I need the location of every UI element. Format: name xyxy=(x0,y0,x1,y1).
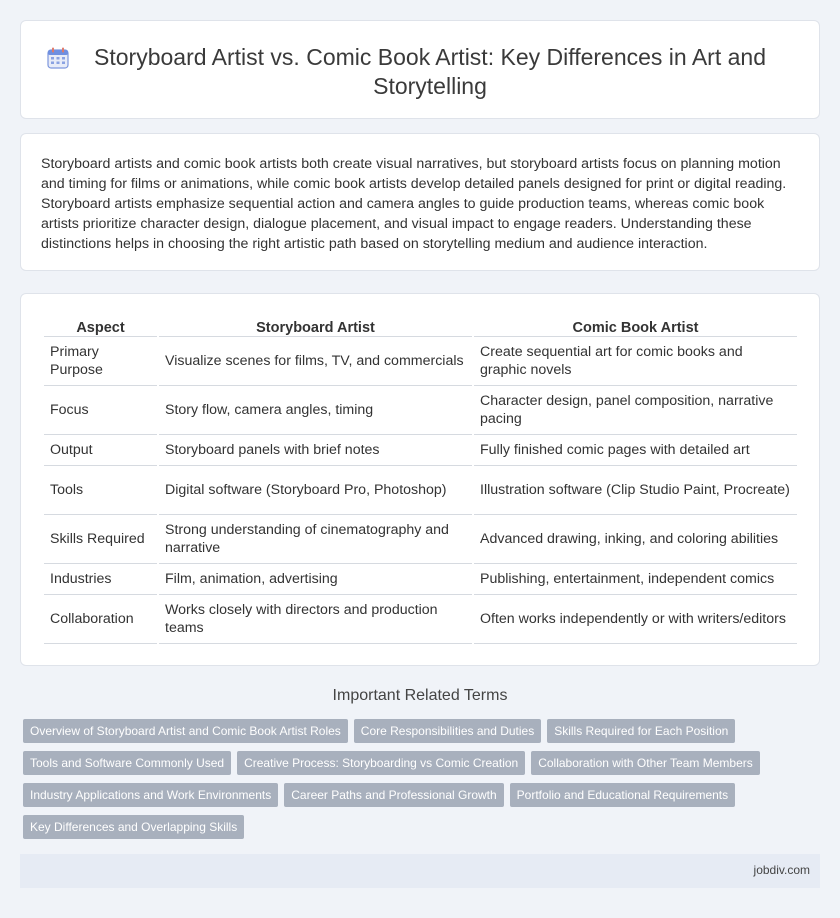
cell-aspect: Primary Purpose xyxy=(44,337,157,386)
header-storyboard-artist: Storyboard Artist xyxy=(159,314,472,337)
related-term-tag[interactable]: Tools and Software Commonly Used xyxy=(23,751,231,775)
related-term-tag[interactable]: Industry Applications and Work Environments xyxy=(23,783,278,807)
table-row xyxy=(44,515,797,564)
cell-aspect: Output xyxy=(44,435,157,466)
cell-aspect: Tools xyxy=(44,466,157,515)
cell-comic: Create sequential art for comic books and graphic novels xyxy=(474,337,797,386)
intro-card xyxy=(20,133,820,271)
cell-storyboard: Works closely with directors and production teams xyxy=(159,595,472,644)
related-terms-list xyxy=(23,719,783,847)
cell-aspect: Industries xyxy=(44,564,157,595)
footer-site-link[interactable]: jobdiv.com xyxy=(753,863,810,877)
cell-comic: Character design, panel composition, narrative pacing xyxy=(474,386,797,435)
related-terms-title: Important Related Terms xyxy=(332,687,508,704)
footer xyxy=(20,854,820,888)
table-row xyxy=(44,435,797,466)
related-term-tag[interactable]: Portfolio and Educational Requirements xyxy=(510,783,735,807)
table-row xyxy=(44,337,797,386)
related-term-tag[interactable]: Career Paths and Professional Growth xyxy=(284,783,503,807)
table-row xyxy=(44,466,797,515)
cell-storyboard: Storyboard panels with brief notes xyxy=(159,435,472,466)
cell-aspect: Focus xyxy=(44,386,157,435)
related-term-tag[interactable]: Creative Process: Storyboarding vs Comic Creation xyxy=(237,751,525,775)
cell-comic: Advanced drawing, inking, and coloring abilities xyxy=(474,515,797,564)
cell-comic: Illustration software (Clip Studio Paint, Procreate) xyxy=(474,466,797,515)
table-row xyxy=(44,564,797,595)
intro-paragraph: Storyboard artists and comic book artists both create visual narratives, but storyboard artists focus on planning motion and timing for films or animations, while comic book artists develop detailed panels designed for print or digital reading. Storyboard artists emphasize sequential action and camera angles to guide production teams, whereas comic book artists prioritize character design, dialogue placement, and visual impact to engage readers. Understanding these distinctions helps in choosing the right artistic path based on storytelling medium and audience interaction. xyxy=(41,156,787,252)
header-aspect: Aspect xyxy=(44,314,157,337)
cell-comic: Publishing, entertainment, independent comics xyxy=(474,564,797,595)
table-row xyxy=(44,595,797,644)
cell-storyboard: Story flow, camera angles, timing xyxy=(159,386,472,435)
comparison-table xyxy=(42,314,799,644)
cell-comic: Often works independently or with writers/editors xyxy=(474,595,797,644)
cell-aspect: Collaboration xyxy=(44,595,157,644)
cell-storyboard: Strong understanding of cinematography and narrative xyxy=(159,515,472,564)
header-card xyxy=(20,20,820,119)
cell-storyboard: Visualize scenes for films, TV, and commercials xyxy=(159,337,472,386)
related-term-tag[interactable]: Key Differences and Overlapping Skills xyxy=(23,815,244,839)
related-term-tag[interactable]: Overview of Storyboard Artist and Comic Book Artist Roles xyxy=(23,719,348,743)
related-term-tag[interactable]: Collaboration with Other Team Members xyxy=(531,751,760,775)
cell-comic: Fully finished comic pages with detailed art xyxy=(474,435,797,466)
header-comic-book-artist: Comic Book Artist xyxy=(474,314,797,337)
table-row xyxy=(44,386,797,435)
related-term-tag[interactable]: Skills Required for Each Position xyxy=(547,719,735,743)
cell-aspect: Skills Required xyxy=(44,515,157,564)
cell-storyboard: Digital software (Storyboard Pro, Photoshop) xyxy=(159,466,472,515)
comparison-table-card xyxy=(20,293,820,666)
cell-storyboard: Film, animation, advertising xyxy=(159,564,472,595)
page-title: Storyboard Artist vs. Comic Book Artist: Key Differences in Art and Storytelling xyxy=(94,44,766,99)
related-term-tag[interactable]: Core Responsibilities and Duties xyxy=(354,719,541,743)
